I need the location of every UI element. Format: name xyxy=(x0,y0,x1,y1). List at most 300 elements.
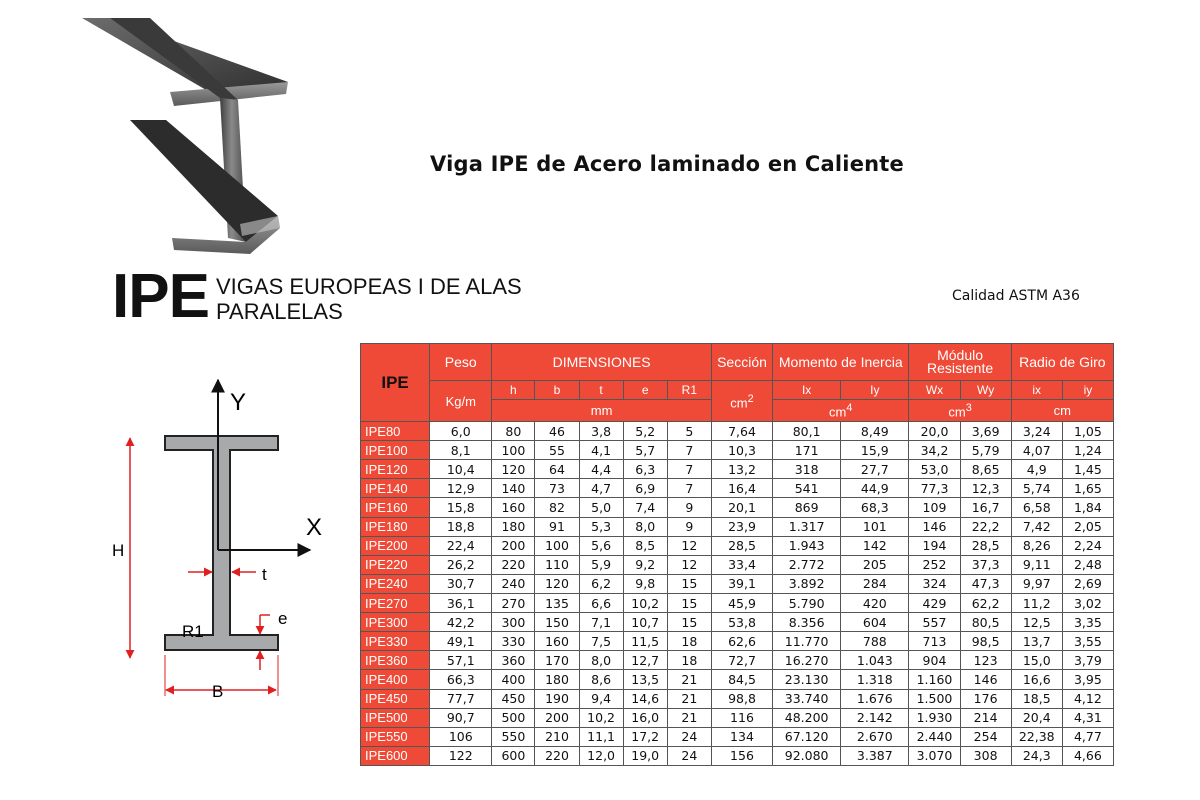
value-cell: 73 xyxy=(535,479,579,498)
value-cell: 82 xyxy=(535,498,579,517)
value-cell: 160 xyxy=(535,632,579,651)
value-cell: 4,66 xyxy=(1062,746,1113,765)
header-dimensiones: DIMENSIONES xyxy=(492,344,712,381)
col-h: h xyxy=(492,381,535,400)
value-cell: 9 xyxy=(667,517,711,536)
value-cell: 47,3 xyxy=(960,574,1011,593)
value-cell: 557 xyxy=(909,613,960,632)
value-cell: 13,2 xyxy=(711,460,772,479)
value-cell: 122 xyxy=(430,746,492,765)
value-cell: 5,0 xyxy=(579,498,623,517)
value-cell: 318 xyxy=(773,460,841,479)
value-cell: 550 xyxy=(492,727,535,746)
value-cell: 1,65 xyxy=(1062,479,1113,498)
value-cell: 12,7 xyxy=(623,651,667,670)
value-cell: 23.130 xyxy=(773,670,841,689)
value-cell: 10,2 xyxy=(579,708,623,727)
value-cell: 7,4 xyxy=(623,498,667,517)
value-cell: 5.790 xyxy=(773,593,841,612)
value-cell: 240 xyxy=(492,574,535,593)
value-cell: 15,9 xyxy=(841,441,909,460)
value-cell: 84,5 xyxy=(711,670,772,689)
value-cell: 21 xyxy=(667,708,711,727)
value-cell: 16,7 xyxy=(960,498,1011,517)
value-cell: 3.070 xyxy=(909,746,960,765)
table-row xyxy=(361,574,1114,593)
value-cell: 53,8 xyxy=(711,613,772,632)
value-cell: 27,7 xyxy=(841,460,909,479)
value-cell: 6,3 xyxy=(623,460,667,479)
value-cell: 68,3 xyxy=(841,498,909,517)
value-cell: 5,3 xyxy=(579,517,623,536)
value-cell: 20,0 xyxy=(909,422,960,441)
value-cell: 45,9 xyxy=(711,593,772,612)
modulo-line1: Módulo xyxy=(937,347,983,363)
table-row xyxy=(361,708,1114,727)
value-cell: 67.120 xyxy=(773,727,841,746)
quality-label: Calidad ASTM A36 xyxy=(952,288,1080,304)
col-ix: Ix xyxy=(773,381,841,400)
value-cell: 100 xyxy=(535,536,579,555)
col-wx: Wx xyxy=(909,381,960,400)
value-cell: 252 xyxy=(909,555,960,574)
profile-cell: IPE500 xyxy=(361,708,430,727)
table-row xyxy=(361,593,1114,612)
value-cell: 9,8 xyxy=(623,574,667,593)
value-cell: 1,24 xyxy=(1062,441,1113,460)
value-cell: 91 xyxy=(535,517,579,536)
value-cell: 220 xyxy=(492,555,535,574)
value-cell: 36,1 xyxy=(430,593,492,612)
value-cell: 284 xyxy=(841,574,909,593)
value-cell: 116 xyxy=(711,708,772,727)
col-b: b xyxy=(535,381,579,400)
value-cell: 2.772 xyxy=(773,555,841,574)
table-row xyxy=(361,727,1114,746)
value-cell: 24,3 xyxy=(1011,746,1062,765)
header-momento-inercia: Momento de Inercia xyxy=(773,344,909,381)
value-cell: 101 xyxy=(841,517,909,536)
profile-cell: IPE200 xyxy=(361,536,430,555)
value-cell: 90,7 xyxy=(430,708,492,727)
value-cell: 1,05 xyxy=(1062,422,1113,441)
value-cell: 176 xyxy=(960,689,1011,708)
value-cell: 324 xyxy=(909,574,960,593)
value-cell: 26,2 xyxy=(430,555,492,574)
value-cell: 21 xyxy=(667,689,711,708)
profile-cell: IPE600 xyxy=(361,746,430,765)
value-cell: 10,7 xyxy=(623,613,667,632)
value-cell: 7,64 xyxy=(711,422,772,441)
value-cell: 66,3 xyxy=(430,670,492,689)
value-cell: 140 xyxy=(492,479,535,498)
table-row xyxy=(361,536,1114,555)
value-cell: 1.676 xyxy=(841,689,909,708)
value-cell: 123 xyxy=(960,651,1011,670)
ipe-spec-table xyxy=(360,343,1114,766)
profile-cell: IPE300 xyxy=(361,613,430,632)
value-cell: 8,0 xyxy=(623,517,667,536)
value-cell: 24 xyxy=(667,746,711,765)
value-cell: 6,6 xyxy=(579,593,623,612)
col-t: t xyxy=(579,381,623,400)
profile-cell: IPE360 xyxy=(361,651,430,670)
value-cell: 4,07 xyxy=(1011,441,1062,460)
value-cell: 2,24 xyxy=(1062,536,1113,555)
value-cell: 200 xyxy=(492,536,535,555)
value-cell: 6,9 xyxy=(623,479,667,498)
value-cell: 5,2 xyxy=(623,422,667,441)
value-cell: 8,65 xyxy=(960,460,1011,479)
value-cell: 869 xyxy=(773,498,841,517)
value-cell: 33.740 xyxy=(773,689,841,708)
value-cell: 42,2 xyxy=(430,613,492,632)
value-cell: 110 xyxy=(535,555,579,574)
profile-cell: IPE120 xyxy=(361,460,430,479)
value-cell: 5 xyxy=(667,422,711,441)
value-cell: 77,7 xyxy=(430,689,492,708)
value-cell: 16,0 xyxy=(623,708,667,727)
value-cell: 4,77 xyxy=(1062,727,1113,746)
value-cell: 98,5 xyxy=(960,632,1011,651)
value-cell: 8,5 xyxy=(623,536,667,555)
value-cell: 53,0 xyxy=(909,460,960,479)
value-cell: 98,8 xyxy=(711,689,772,708)
table-row xyxy=(361,651,1114,670)
value-cell: 420 xyxy=(841,593,909,612)
value-cell: 4,4 xyxy=(579,460,623,479)
value-cell: 2,48 xyxy=(1062,555,1113,574)
value-cell: 5,6 xyxy=(579,536,623,555)
value-cell: 9,4 xyxy=(579,689,623,708)
col-r1: R1 xyxy=(667,381,711,400)
value-cell: 3.892 xyxy=(773,574,841,593)
value-cell: 18 xyxy=(667,651,711,670)
brand-code: IPE xyxy=(112,262,209,331)
table-row xyxy=(361,613,1114,632)
profile-cell: IPE400 xyxy=(361,670,430,689)
value-cell: 72,7 xyxy=(711,651,772,670)
value-cell: 2,05 xyxy=(1062,517,1113,536)
value-cell: 28,5 xyxy=(960,536,1011,555)
value-cell: 11.770 xyxy=(773,632,841,651)
profile-cell: IPE330 xyxy=(361,632,430,651)
value-cell: 28,5 xyxy=(711,536,772,555)
value-cell: 44,9 xyxy=(841,479,909,498)
x-axis-label: X xyxy=(306,514,323,541)
value-cell: 55 xyxy=(535,441,579,460)
value-cell: 2,69 xyxy=(1062,574,1113,593)
value-cell: 109 xyxy=(909,498,960,517)
steel-beam-image xyxy=(70,10,320,260)
value-cell: 2.670 xyxy=(841,727,909,746)
col-e: e xyxy=(623,381,667,400)
value-cell: 18,8 xyxy=(430,517,492,536)
value-cell: 33,4 xyxy=(711,555,772,574)
profile-cell: IPE160 xyxy=(361,498,430,517)
value-cell: 5,7 xyxy=(623,441,667,460)
value-cell: 48.200 xyxy=(773,708,841,727)
value-cell: 16.270 xyxy=(773,651,841,670)
value-cell: 3,55 xyxy=(1062,632,1113,651)
value-cell: 15 xyxy=(667,613,711,632)
value-cell: 1.317 xyxy=(773,517,841,536)
brand-subtitle-line1: VIGAS EUROPEAS I DE ALAS xyxy=(216,274,522,299)
unit-inercia: $cm^4$ xyxy=(773,400,909,422)
spec-table-body xyxy=(361,422,1114,766)
value-cell: 429 xyxy=(909,593,960,612)
header-peso: Peso xyxy=(430,344,492,381)
value-cell: 541 xyxy=(773,479,841,498)
y-axis-label: Y xyxy=(230,389,247,416)
header-modulo-resistente xyxy=(909,344,1011,381)
value-cell: 12,9 xyxy=(430,479,492,498)
value-cell: 7,42 xyxy=(1011,517,1062,536)
value-cell: 100 xyxy=(492,441,535,460)
value-cell: 1.930 xyxy=(909,708,960,727)
value-cell: 120 xyxy=(492,460,535,479)
value-cell: 254 xyxy=(960,727,1011,746)
value-cell: 80 xyxy=(492,422,535,441)
value-cell: 12,5 xyxy=(1011,613,1062,632)
value-cell: 788 xyxy=(841,632,909,651)
table-row xyxy=(361,555,1114,574)
value-cell: 120 xyxy=(535,574,579,593)
value-cell: 7 xyxy=(667,460,711,479)
value-cell: 4,12 xyxy=(1062,689,1113,708)
value-cell: 3,35 xyxy=(1062,613,1113,632)
value-cell: 15,8 xyxy=(430,498,492,517)
value-cell: 6,58 xyxy=(1011,498,1062,517)
value-cell: 13,7 xyxy=(1011,632,1062,651)
table-row xyxy=(361,498,1114,517)
value-cell: 12 xyxy=(667,555,711,574)
thickness-label: t xyxy=(262,565,267,584)
value-cell: 9,2 xyxy=(623,555,667,574)
value-cell: 3,24 xyxy=(1011,422,1062,441)
value-cell: 80,1 xyxy=(773,422,841,441)
value-cell: 1.043 xyxy=(841,651,909,670)
profile-cell: IPE80 xyxy=(361,422,430,441)
value-cell: 7,1 xyxy=(579,613,623,632)
i-section-shape xyxy=(165,436,278,650)
value-cell: 22,4 xyxy=(430,536,492,555)
value-cell: 1,45 xyxy=(1062,460,1113,479)
value-cell: 18,5 xyxy=(1011,689,1062,708)
value-cell: 600 xyxy=(492,746,535,765)
value-cell: 3,95 xyxy=(1062,670,1113,689)
table-row xyxy=(361,479,1114,498)
value-cell: 604 xyxy=(841,613,909,632)
value-cell: 134 xyxy=(711,727,772,746)
value-cell: 20,4 xyxy=(1011,708,1062,727)
value-cell: 8,0 xyxy=(579,651,623,670)
value-cell: 39,1 xyxy=(711,574,772,593)
value-cell: 330 xyxy=(492,632,535,651)
value-cell: 214 xyxy=(960,708,1011,727)
modulo-line2: Resistente xyxy=(926,360,994,376)
width-label: B xyxy=(212,682,224,701)
value-cell: 205 xyxy=(841,555,909,574)
col-iy: Iy xyxy=(841,381,909,400)
value-cell: 400 xyxy=(492,670,535,689)
value-cell: 21 xyxy=(667,670,711,689)
table-row xyxy=(361,517,1114,536)
profile-cell: IPE100 xyxy=(361,441,430,460)
header-seccion: Sección xyxy=(711,344,772,381)
value-cell: 1,84 xyxy=(1062,498,1113,517)
value-cell: 10,4 xyxy=(430,460,492,479)
value-cell: 270 xyxy=(492,593,535,612)
value-cell: 22,2 xyxy=(960,517,1011,536)
value-cell: 1.500 xyxy=(909,689,960,708)
value-cell: 3,02 xyxy=(1062,593,1113,612)
header-ipe: IPE xyxy=(361,344,430,422)
value-cell: 210 xyxy=(535,727,579,746)
value-cell: 180 xyxy=(492,517,535,536)
value-cell: 4,9 xyxy=(1011,460,1062,479)
value-cell: 16,4 xyxy=(711,479,772,498)
value-cell: 1.160 xyxy=(909,670,960,689)
value-cell: 8,49 xyxy=(841,422,909,441)
value-cell: 135 xyxy=(535,593,579,612)
value-cell: 713 xyxy=(909,632,960,651)
value-cell: 22,38 xyxy=(1011,727,1062,746)
table-row xyxy=(361,441,1114,460)
value-cell: 14,6 xyxy=(623,689,667,708)
value-cell: 11,1 xyxy=(579,727,623,746)
value-cell: 6,2 xyxy=(579,574,623,593)
radius-label: R1 xyxy=(182,622,204,641)
value-cell: 904 xyxy=(909,651,960,670)
cross-section-diagram xyxy=(110,370,350,710)
value-cell: 18 xyxy=(667,632,711,651)
profile-cell: IPE140 xyxy=(361,479,430,498)
value-cell: 1.318 xyxy=(841,670,909,689)
value-cell: 8,26 xyxy=(1011,536,1062,555)
unit-seccion: $cm^2$ xyxy=(711,381,772,422)
value-cell: 3,69 xyxy=(960,422,1011,441)
value-cell: 80,5 xyxy=(960,613,1011,632)
value-cell: 10,3 xyxy=(711,441,772,460)
value-cell: 46 xyxy=(535,422,579,441)
profile-cell: IPE550 xyxy=(361,727,430,746)
value-cell: 4,1 xyxy=(579,441,623,460)
value-cell: 3,8 xyxy=(579,422,623,441)
value-cell: 19,0 xyxy=(623,746,667,765)
profile-cell: IPE220 xyxy=(361,555,430,574)
value-cell: 142 xyxy=(841,536,909,555)
table-row xyxy=(361,746,1114,765)
value-cell: 57,1 xyxy=(430,651,492,670)
value-cell: 62,2 xyxy=(960,593,1011,612)
value-cell: 360 xyxy=(492,651,535,670)
value-cell: 7,5 xyxy=(579,632,623,651)
height-label: H xyxy=(112,541,125,560)
unit-radio: cm xyxy=(1011,400,1113,422)
value-cell: 220 xyxy=(535,746,579,765)
value-cell: 17,2 xyxy=(623,727,667,746)
value-cell: 106 xyxy=(430,727,492,746)
value-cell: 64 xyxy=(535,460,579,479)
value-cell: 5,74 xyxy=(1011,479,1062,498)
value-cell: 171 xyxy=(773,441,841,460)
value-cell: 9,11 xyxy=(1011,555,1062,574)
value-cell: 13,5 xyxy=(623,670,667,689)
value-cell: 156 xyxy=(711,746,772,765)
value-cell: 12,3 xyxy=(960,479,1011,498)
brand-subtitle-line2: PARALELAS xyxy=(216,299,343,324)
profile-cell: IPE180 xyxy=(361,517,430,536)
value-cell: 62,6 xyxy=(711,632,772,651)
value-cell: 3,79 xyxy=(1062,651,1113,670)
value-cell: 5,79 xyxy=(960,441,1011,460)
col-iy-radius: iy xyxy=(1062,381,1113,400)
value-cell: 200 xyxy=(535,708,579,727)
value-cell: 12,0 xyxy=(579,746,623,765)
table-row xyxy=(361,670,1114,689)
table-row xyxy=(361,689,1114,708)
value-cell: 10,2 xyxy=(623,593,667,612)
profile-cell: IPE270 xyxy=(361,593,430,612)
value-cell: 15,0 xyxy=(1011,651,1062,670)
value-cell: 308 xyxy=(960,746,1011,765)
value-cell: 15 xyxy=(667,574,711,593)
value-cell: 15 xyxy=(667,593,711,612)
table-row xyxy=(361,632,1114,651)
value-cell: 450 xyxy=(492,689,535,708)
value-cell: 20,1 xyxy=(711,498,772,517)
table-row xyxy=(361,460,1114,479)
value-cell: 146 xyxy=(960,670,1011,689)
value-cell: 300 xyxy=(492,613,535,632)
value-cell: 160 xyxy=(492,498,535,517)
header-radio-giro: Radio de Giro xyxy=(1011,344,1113,381)
value-cell: 500 xyxy=(492,708,535,727)
col-ix-radius: ix xyxy=(1011,381,1062,400)
unit-peso: Kg/m xyxy=(430,381,492,422)
col-wy: Wy xyxy=(960,381,1011,400)
value-cell: 9,97 xyxy=(1011,574,1062,593)
value-cell: 9 xyxy=(667,498,711,517)
value-cell: 180 xyxy=(535,670,579,689)
value-cell: 49,1 xyxy=(430,632,492,651)
value-cell: 34,2 xyxy=(909,441,960,460)
edge-label: e xyxy=(278,609,288,628)
value-cell: 92.080 xyxy=(773,746,841,765)
profile-cell: IPE450 xyxy=(361,689,430,708)
value-cell: 77,3 xyxy=(909,479,960,498)
value-cell: 190 xyxy=(535,689,579,708)
value-cell: 170 xyxy=(535,651,579,670)
value-cell: 8,6 xyxy=(579,670,623,689)
value-cell: 3.387 xyxy=(841,746,909,765)
value-cell: 8.356 xyxy=(773,613,841,632)
value-cell: 194 xyxy=(909,536,960,555)
value-cell: 7 xyxy=(667,479,711,498)
value-cell: 2.440 xyxy=(909,727,960,746)
value-cell: 146 xyxy=(909,517,960,536)
value-cell: 11,2 xyxy=(1011,593,1062,612)
value-cell: 5,9 xyxy=(579,555,623,574)
value-cell: 7 xyxy=(667,441,711,460)
table-row xyxy=(361,422,1114,441)
value-cell: 37,3 xyxy=(960,555,1011,574)
value-cell: 23,9 xyxy=(711,517,772,536)
value-cell: 30,7 xyxy=(430,574,492,593)
value-cell: 16,6 xyxy=(1011,670,1062,689)
profile-cell: IPE240 xyxy=(361,574,430,593)
